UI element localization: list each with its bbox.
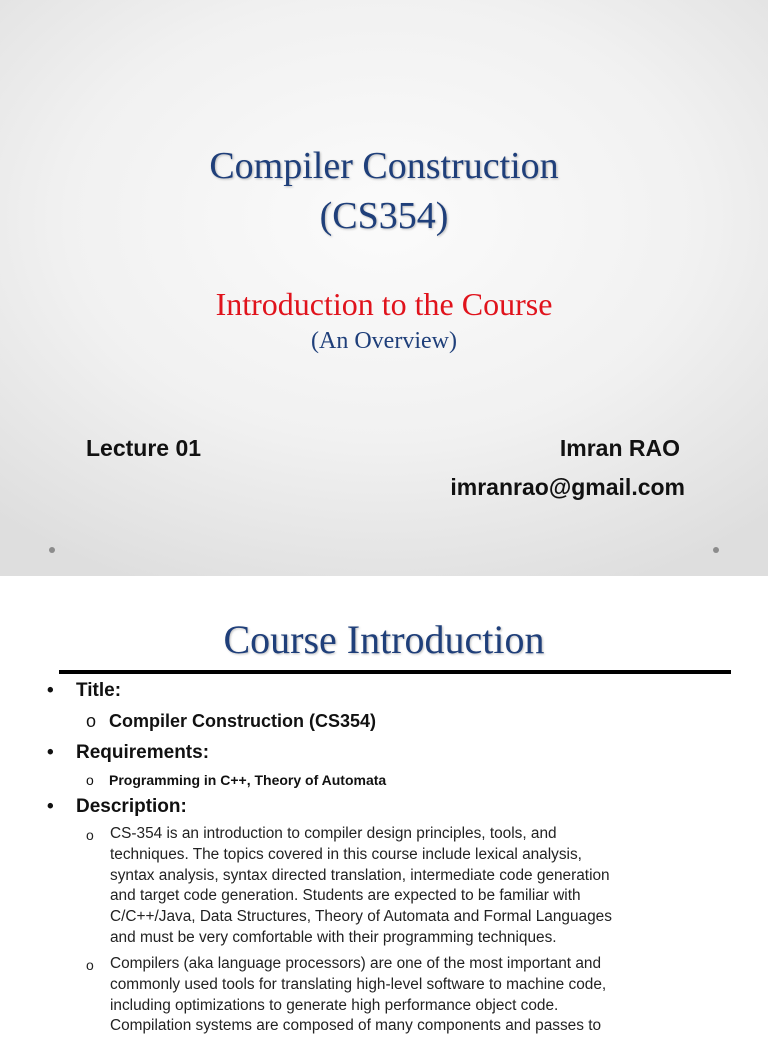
sub-bullet-mark: o — [86, 711, 97, 731]
sub-bullet-mark: o — [86, 827, 94, 843]
slide-title-line2: (CS354) — [319, 195, 449, 237]
author-name: Imran RAO — [559, 435, 680, 461]
paragraph-line: techniques. The topics covered in this course include lexical analysis, — [110, 845, 582, 863]
slide-subtitle-paren: (An Overview) — [311, 328, 457, 354]
decorative-dot-right — [713, 547, 719, 553]
paragraph-line: commonly used tools for translating high-level software to machine code, — [110, 975, 607, 993]
decorative-dot-left — [49, 547, 55, 553]
description-paragraph-1 — [110, 824, 730, 949]
paragraph-line: Compilers (aka language processors) are one of the most important and — [110, 955, 602, 972]
paragraph-line: syntax analysis, syntax directed translation, intermediate code generation — [110, 866, 610, 884]
course-intro-slide — [0, 576, 768, 1035]
title-divider — [59, 670, 731, 674]
paragraph-line: including optimizations to generate high performance object code. — [110, 996, 559, 1014]
sub-bullet-text: Compiler Construction (CS354) — [109, 711, 377, 731]
bullet-heading: Description: — [76, 796, 187, 817]
bullet-mark: • — [47, 796, 54, 817]
paragraph-line: and target code generation. Students are expected to be familiar with — [110, 887, 581, 905]
paragraph-line: CS-354 is an introduction to compiler design principles, tools, and — [110, 825, 557, 842]
slide-title-line1: Compiler Construction — [209, 145, 559, 187]
slide-subtitle: Introduction to the Course — [215, 286, 553, 322]
author-email: imranrao@gmail.com — [450, 474, 685, 500]
paragraph-line: C/C++/Java, Data Structures, Theory of Automata and Formal Languages — [110, 908, 612, 926]
lecture-number: Lecture 01 — [86, 435, 202, 461]
bullet-mark: • — [47, 742, 54, 763]
sub-bullet-mark: o — [86, 957, 94, 973]
slide-title: Course Introduction — [223, 617, 545, 662]
bullet-heading: Requirements: — [76, 742, 210, 763]
sub-bullet-mark: o — [86, 772, 94, 788]
sub-bullet-text: Programming in C++, Theory of Automata — [109, 772, 387, 788]
bullet-mark: • — [47, 680, 54, 701]
paragraph-line: Compilation systems are composed of many components and passes to — [110, 1017, 602, 1035]
description-paragraph-2 — [110, 954, 730, 1037]
paragraph-line: and must be very comfortable with their programming techniques. — [110, 928, 557, 946]
bullet-heading: Title: — [76, 680, 122, 701]
